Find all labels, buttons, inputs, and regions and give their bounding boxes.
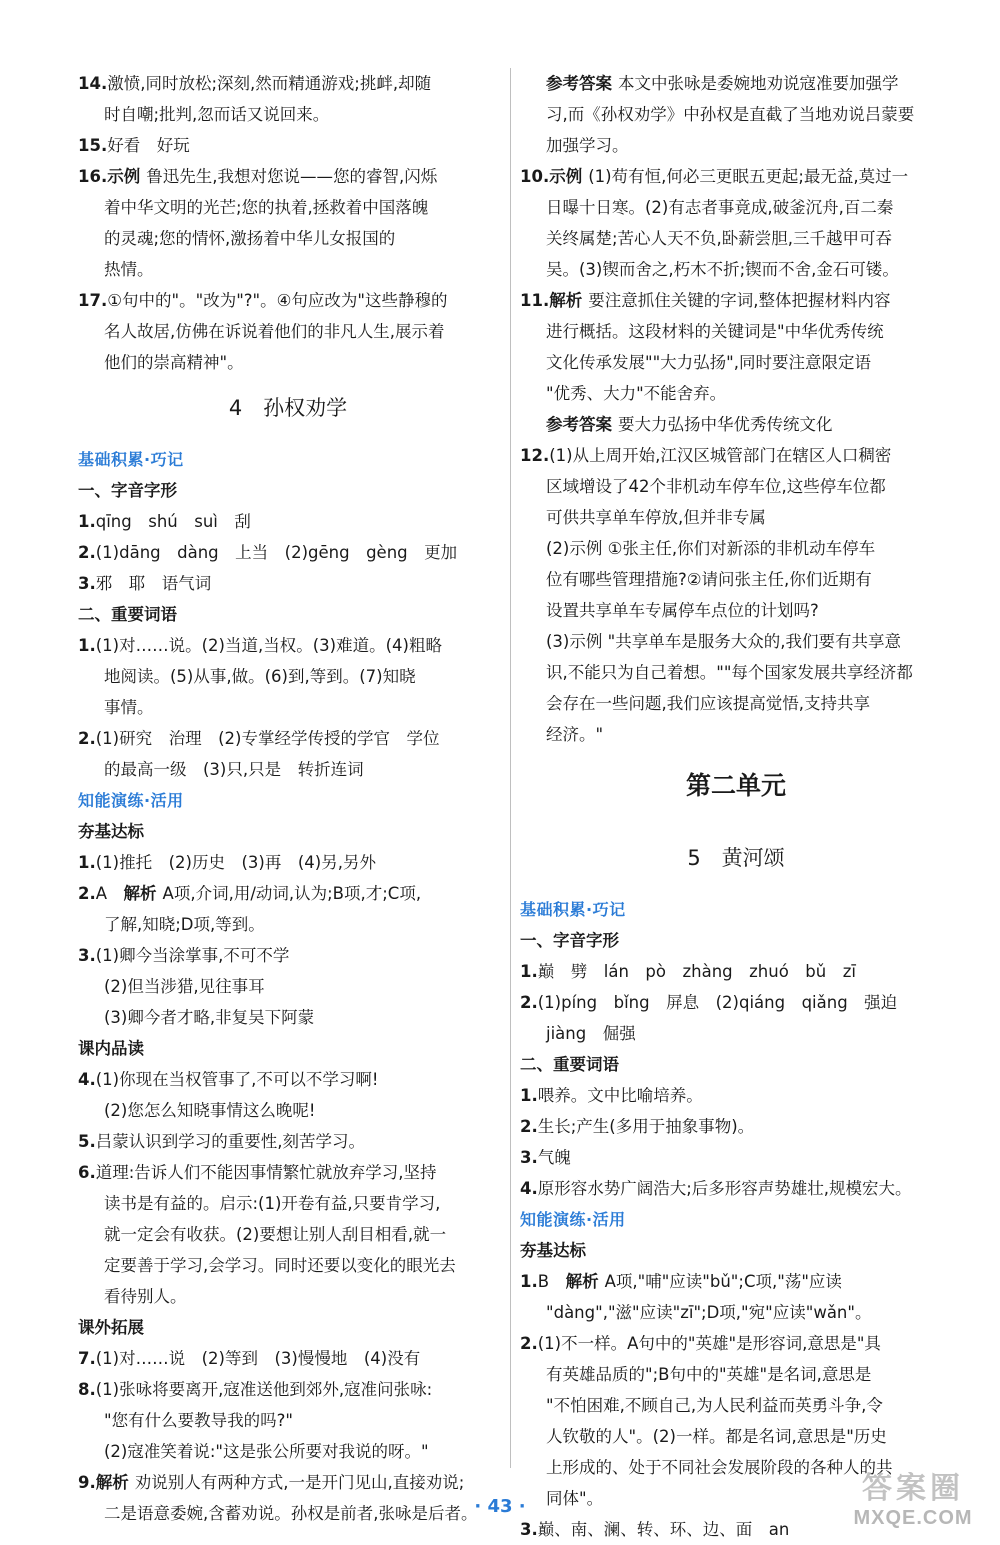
list-item: 2.A 解析 A项,介词,用/动词,认为;B项,才;C项, <box>78 884 422 903</box>
list-item: 8.(1)张咏将要离开,寇准送他到郊外,寇准问张咏: <box>78 1380 433 1399</box>
list-item: 6.道理:告诉人们不能因事情繁忙就放弃学习,坚持 <box>78 1163 437 1182</box>
section-heading: 一、字音字形 <box>520 931 619 950</box>
list-item: 2.(1)研究 治理 (2)专掌经学传授的学官 学位 <box>78 729 440 748</box>
list-item: 5.吕蒙认识到学习的重要性,刻苦学习。 <box>78 1132 365 1151</box>
section-band: 知能演练·活用 <box>78 791 184 810</box>
list-item: 4.(1)你现在当权管事了,不可以不学习啊! <box>78 1070 379 1089</box>
list-item: 1.(1)推托 (2)历史 (3)再 (4)另,另外 <box>78 853 376 872</box>
list-item: 7.(1)对……说 (2)等到 (3)慢慢地 (4)没有 <box>78 1349 421 1368</box>
section-heading: 一、字音字形 <box>78 481 177 500</box>
list-item: 1.B 解析 A项,"哺"应读"bǔ";C项,"荡"应读 <box>520 1272 842 1291</box>
list-item: 4.原形容水势广阔浩大;后多形容声势雄壮,规模宏大。 <box>520 1179 912 1198</box>
answer-16: 16.示例 鲁迅先生,我想对您说——您的睿智,闪烁 <box>78 167 438 186</box>
watermark-logo: 答案圈 MXQE.COM <box>853 1472 973 1529</box>
list-item: 1.巅 劈 lán pò zhàng zhuó bǔ zī <box>520 962 856 981</box>
unit-title: 第二单元 <box>685 771 786 800</box>
list-item: 2.生长;产生(多用于抽象事物)。 <box>520 1117 755 1136</box>
page-number: · 43 · <box>474 1496 526 1517</box>
right-column: 参考答案 本文中张咏是委婉地劝说寇准要加强学 习,而《孙权劝学》中孙权是直截了当地劝说吕蒙要 加强学习。 10.示例 (1)苟有恒,何必三更眠五更起;最无益,莫过一 日曝十日寒。(2)有志者事竟成,破釜沉舟,百二秦 关终属楚;苦心人天不负,卧薪尝胆,三千越甲可吞 吴。(3)锲而舍之,朽木不折;锲而不舍,金石可镂。 11.解析 要注意抓住关键的字词,整体把握材料内容 进行概括。这段材料的关键词是"中华优秀传统 文化传承发展""大力弘扬",同时要注意限定语 "优秀、大力"不能舍弃。 参考答案 要大力弘扬中华优秀传统文化 12.(1)从上周开始,江汉区城管部门在辖区人口稠密 区域增设了42个非机动车停车位,这些停车位都 可供共享单车停放,但并非专属 (2)示例 ①张主任,你们对新添的非机动车停车 位有哪些管理措施?②请问张主任,你们近期有 设置共享单车专属停车点位的计划吗? (3)示例 "共享单车是服务大众的,我们要有共享意 识,不能只为自己着想。""每个国家发展共享经济都 会存在一些问题,我们应该提高觉悟,支持共享 经济。" 第二单元 5 黄河颂 基础积累·巧记 一、字音字形 1.巅 劈 lán pò zhàng zhuó bǔ zī 2.(1)píng bǐng 屏息 (2)qiáng qiǎng 强迫 jiàng 倔强 二、重要词语 1.喂养。文中比喻培养。 2.生长;产生(多用于抽象事物)。 3.气魄 4.原形容水势广阔浩大;后多形容声势雄壮,规模宏大。 知能演练·活用 夯基达标 1.B 解析 A项,"哺"应读"bǔ";C项,"荡"应读 "dàng","滋"应读"zī";D项,"宛"应读"wǎn"。 2.(1)不一样。A句中的"英雄"是形容词,意思是"具 有英雄品质的";B句中的"英雄"是名词,意思是 "不怕困难,不顾自己,为人民利益而英勇斗争,令 人钦敬的人"。(2)一样。都是名词,意思是"历史 上形成的、处于不同社会发展阶段的各种人的共 同体"。 3.巅、南、澜、转、环、边、面 an <box>520 68 952 1545</box>
left-column: 14.激愤,同时放松;深刻,然而精通游戏;挑衅,却随 时自嘲;批判,忽而话又说回来。 15.好看 好玩 16.示例 鲁迅先生,我想对您说——您的睿智,闪烁 着中华文明的光芒;您的执着,拯救着中国落魄 的灵魂;您的情怀,激扬着中华儿女报国的 热情。 17.①句中的"。"改为"?"。④句应改为"这些静穆的 名人故居,仿佛在诉说着他们的非凡人生,展示着 他们的崇高精神"。 4 孙权劝学 基础积累·巧记 一、字音字形 1.qīng shú suì 刮 2.(1)dāng dàng 上当 (2)gēng gèng 更加 3.邪 耶 语气词 二、重要词语 1.(1)对……说。(2)当道,当权。(3)难道。(4)粗略 地阅读。(5)从事,做。(6)到,等到。(7)知晓 事情。 2.(1)研究 治理 (2)专掌经学传授的学官 学位 的最高一级 (3)只,只是 转折连词 知能演练·活用 夯基达标 1.(1)推托 (2)历史 (3)再 (4)另,另外 2.A 解析 A项,介词,用/动词,认为;B项,才;C项, 了解,知晓;D项,等到。 3.(1)卿今当涂掌事,不可不学 (2)但当涉猎,见往事耳 (3)卿今者才略,非复吴下阿蒙 课内品读 4.(1)你现在当权管事了,不可以不学习啊! (2)您怎么知晓事情这么晚呢! 5.吕蒙认识到学习的重要性,刻苦学习。 6.道理:告诉人们不能因事情繁忙就放弃学习,坚持 读书是有益的。启示:(1)开卷有益,只要肯学习, 就一定会有收获。(2)要想让别人刮目相看,就一 定要善于学习,会学习。同时还要以变化的眼光去 看待别人。 课外拓展 7.(1)对……说 (2)等到 (3)慢慢地 (4)没有 8.(1)张咏将要离开,寇准送他到郊外,寇准问张咏: "您有什么要教导我的吗?" (2)寇准笑着说:"这是张公所要对我说的呀。" 9.解析 劝说别人有两种方式,一是开门见山,直接劝说; 二是语意委婉,含蓄劝说。孙权是前者,张咏是后者。 <box>78 68 498 1529</box>
section-heading: 夯基达标 <box>520 1241 586 1260</box>
answer-11: 11.解析 要注意抓住关键的字词,整体把握材料内容 <box>520 291 891 310</box>
list-item: 9.解析 劝说别人有两种方式,一是开门见山,直接劝说; <box>78 1473 465 1492</box>
answer-15: 15.好看 好玩 <box>78 136 190 155</box>
list-item: 1.qīng shú suì 刮 <box>78 512 251 531</box>
section-band: 知能演练·活用 <box>520 1210 626 1229</box>
section-heading: 课外拓展 <box>78 1318 144 1337</box>
list-item: 3.气魄 <box>520 1148 571 1167</box>
list-item: 2.(1)不一样。A句中的"英雄"是形容词,意思是"具 <box>520 1334 881 1353</box>
list-item: 3.巅、南、澜、转、环、边、面 an <box>520 1520 790 1539</box>
answer-10: 10.示例 (1)苟有恒,何必三更眠五更起;最无益,莫过一 <box>520 167 909 186</box>
section-band: 基础积累·巧记 <box>78 450 184 469</box>
answer-14: 14.激愤,同时放松;深刻,然而精通游戏;挑衅,却随 <box>78 74 432 93</box>
answer-12: 12.(1)从上周开始,江汉区城管部门在辖区人口稠密 <box>520 446 892 465</box>
section-heading: 二、重要词语 <box>78 605 177 624</box>
list-item: 3.邪 耶 语气词 <box>78 574 212 593</box>
list-item: 2.(1)dāng dàng 上当 (2)gēng gèng 更加 <box>78 543 458 562</box>
list-item: 1.喂养。文中比喻培养。 <box>520 1086 703 1105</box>
column-divider <box>510 68 511 1468</box>
section-heading: 课内品读 <box>78 1039 144 1058</box>
answer-17: 17.①句中的"。"改为"?"。④句应改为"这些静穆的 <box>78 291 448 310</box>
section-band: 基础积累·巧记 <box>520 900 626 919</box>
lesson-title: 4 孙权劝学 <box>228 396 348 420</box>
section-heading: 二、重要词语 <box>520 1055 619 1074</box>
section-heading: 夯基达标 <box>78 822 144 841</box>
lesson-title: 5 黄河颂 <box>687 846 785 870</box>
list-item: 3.(1)卿今当涂掌事,不可不学 <box>78 946 290 965</box>
list-item: 1.(1)对……说。(2)当道,当权。(3)难道。(4)粗略 <box>78 636 442 655</box>
list-item: 2.(1)píng bǐng 屏息 (2)qiáng qiǎng 强迫 <box>520 993 898 1012</box>
